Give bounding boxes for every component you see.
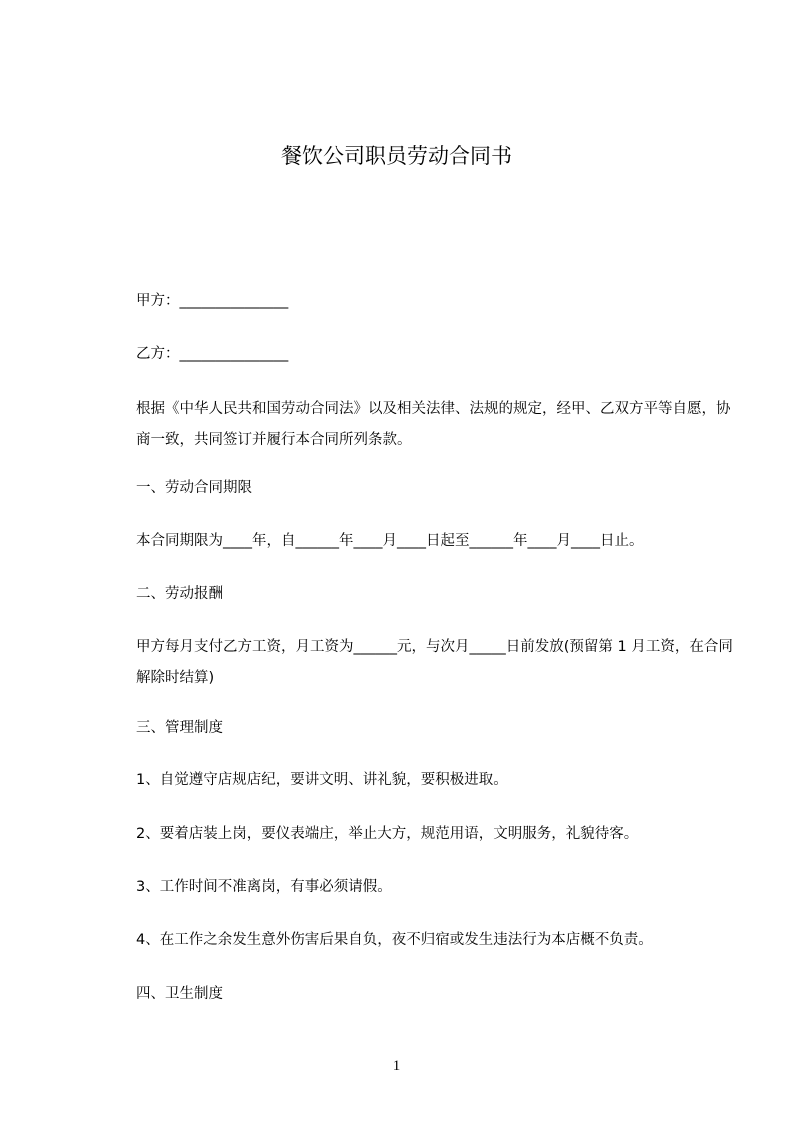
section3-item-1: 1、自觉遵守店规店纪，要讲文明、讲礼貌，要积极进取。 xyxy=(136,772,508,788)
section3-item-3: 3、工作时间不准离岗，有事必须请假。 xyxy=(136,879,392,895)
section2-text: 甲方每月支付乙方工资，月工资为______元，与次月_____日前发放(预留第 1 月工资，在合同解除时结算) xyxy=(136,639,733,686)
section3-heading: 三、管理制度 xyxy=(136,720,223,736)
document-title: 餐饮公司职员劳动合同书 xyxy=(281,144,512,168)
section3-item-2: 2、要着店装上岗，要仪表端庄，举止大方，规范用语，文明服务，礼貌待客。 xyxy=(136,826,639,842)
section2-heading: 二、劳动报酬 xyxy=(136,586,223,602)
section1-text: 本合同期限为____年，自______年____月____日起至______年____月____日止。 xyxy=(136,533,644,549)
party-a-line: 甲方：_______________ xyxy=(136,293,289,309)
section3-item-4: 4、在工作之余发生意外伤害后果自负，夜不归宿或发生违法行为本店概不负责。 xyxy=(136,932,653,948)
section1-heading: 一、劳动合同期限 xyxy=(136,480,252,496)
preamble-paragraph: 根据《中华人民共和国劳动合同法》以及相关法律、法规的规定，经甲、乙双方平等自愿，协商一致，共同签订并履行本合同所列条款。 xyxy=(136,401,731,448)
party-b-line: 乙方：_______________ xyxy=(136,346,289,362)
page-number: 1 xyxy=(392,1058,401,1074)
section4-heading: 四、卫生制度 xyxy=(136,986,223,1002)
